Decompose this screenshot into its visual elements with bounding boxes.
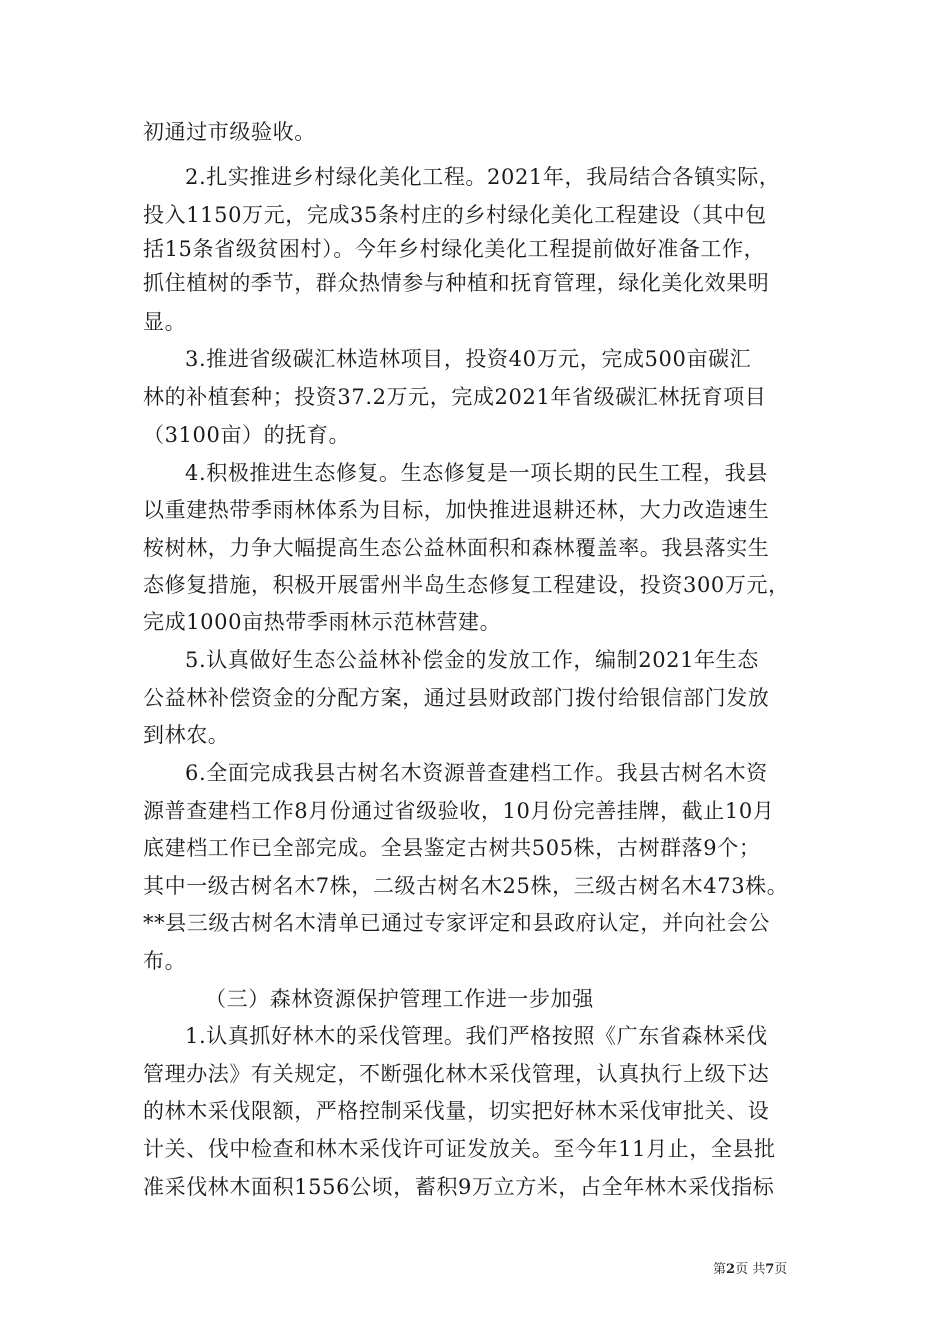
text-line: 括15条省级贫困村）。今年乡村绿化美化工程提前做好准备工作， <box>143 237 766 261</box>
text-line: 林的补植套种；投资37.2万元，完成2021年省级碳汇林抚育项目 <box>143 385 767 409</box>
text-line: 抓住植树的季节，群众热情参与种植和抚育管理，绿化美化效果明 <box>143 271 770 295</box>
footer-total-pages: 7 <box>765 1262 775 1277</box>
text-line: 准采伐林木面积1556公顷，蓄积9万立方米，占全年林木采伐指标 <box>143 1175 775 1199</box>
text-line: 公益林补偿资金的分配方案，通过县财政部门拨付给银信部门发放 <box>143 686 770 710</box>
text-line: 1.认真抓好林木的采伐管理。我们严格按照《广东省森林采伐 <box>185 1024 768 1048</box>
section-heading: （三）森林资源保护管理工作进一步加强 <box>205 987 594 1011</box>
text-line: 3.推进省级碳汇林造林项目，投资40万元，完成500亩碳汇 <box>185 347 752 371</box>
text-line: （3100亩）的抚育。 <box>143 423 351 447</box>
footer-suffix: 页 <box>774 1262 788 1277</box>
footer-page-number: 2 <box>726 1262 736 1277</box>
text-line: **县三级古树名木清单已通过专家评定和县政府认定，并向社会公 <box>143 911 770 935</box>
text-line: 态修复措施，积极开展雷州半岛生态修复工程建设，投资300万元， <box>143 573 790 597</box>
footer-middle: 页 共 <box>735 1262 766 1277</box>
text-line: 布。 <box>143 949 187 973</box>
text-line: 完成1000亩热带季雨林示范林营建。 <box>143 610 502 634</box>
text-line: 以重建热带季雨林体系为目标，加快推进退耕还林，大力改造速生 <box>143 498 770 522</box>
text-line: 源普查建档工作8月份通过省级验收，10月份完善挂牌，截止10月 <box>143 799 775 823</box>
text-line: 桉树林，力争大幅提高生态公益林面积和森林覆盖率。我县落实生 <box>143 536 770 560</box>
text-line: 初通过市级验收。 <box>143 120 316 144</box>
text-line: 底建档工作已全部完成。全县鉴定古树共505株，古树群落9个； <box>143 836 761 860</box>
text-line: 计关、伐中检查和林木采伐许可证发放关。至今年11月止，全县批 <box>143 1137 776 1161</box>
text-line: 2.扎实推进乡村绿化美化工程。2021年，我局结合各镇实际， <box>185 165 781 189</box>
text-line: 6.全面完成我县古树名木资源普查建档工作。我县古树名木资 <box>185 761 768 785</box>
text-line: 5.认真做好生态公益林补偿金的发放工作，编制2021年生态 <box>185 648 759 672</box>
text-line: 投入1150万元，完成35条村庄的乡村绿化美化工程建设（其中包 <box>143 203 767 227</box>
text-line: 其中一级古树名木7株，二级古树名木25株，三级古树名木473株。 <box>143 874 789 898</box>
page-footer <box>713 1261 787 1279</box>
text-line: 的林木采伐限额，严格控制采伐量，切实把好林木采伐审批关、设 <box>143 1099 770 1123</box>
text-line: 管理办法》有关规定，不断强化林木采伐管理，认真执行上级下达 <box>143 1062 770 1086</box>
text-line: 到林农。 <box>143 723 230 747</box>
footer-prefix: 第 <box>713 1262 727 1277</box>
text-line: 4.积极推进生态修复。生态修复是一项长期的民生工程，我县 <box>185 461 768 485</box>
text-line: 显。 <box>143 310 187 334</box>
